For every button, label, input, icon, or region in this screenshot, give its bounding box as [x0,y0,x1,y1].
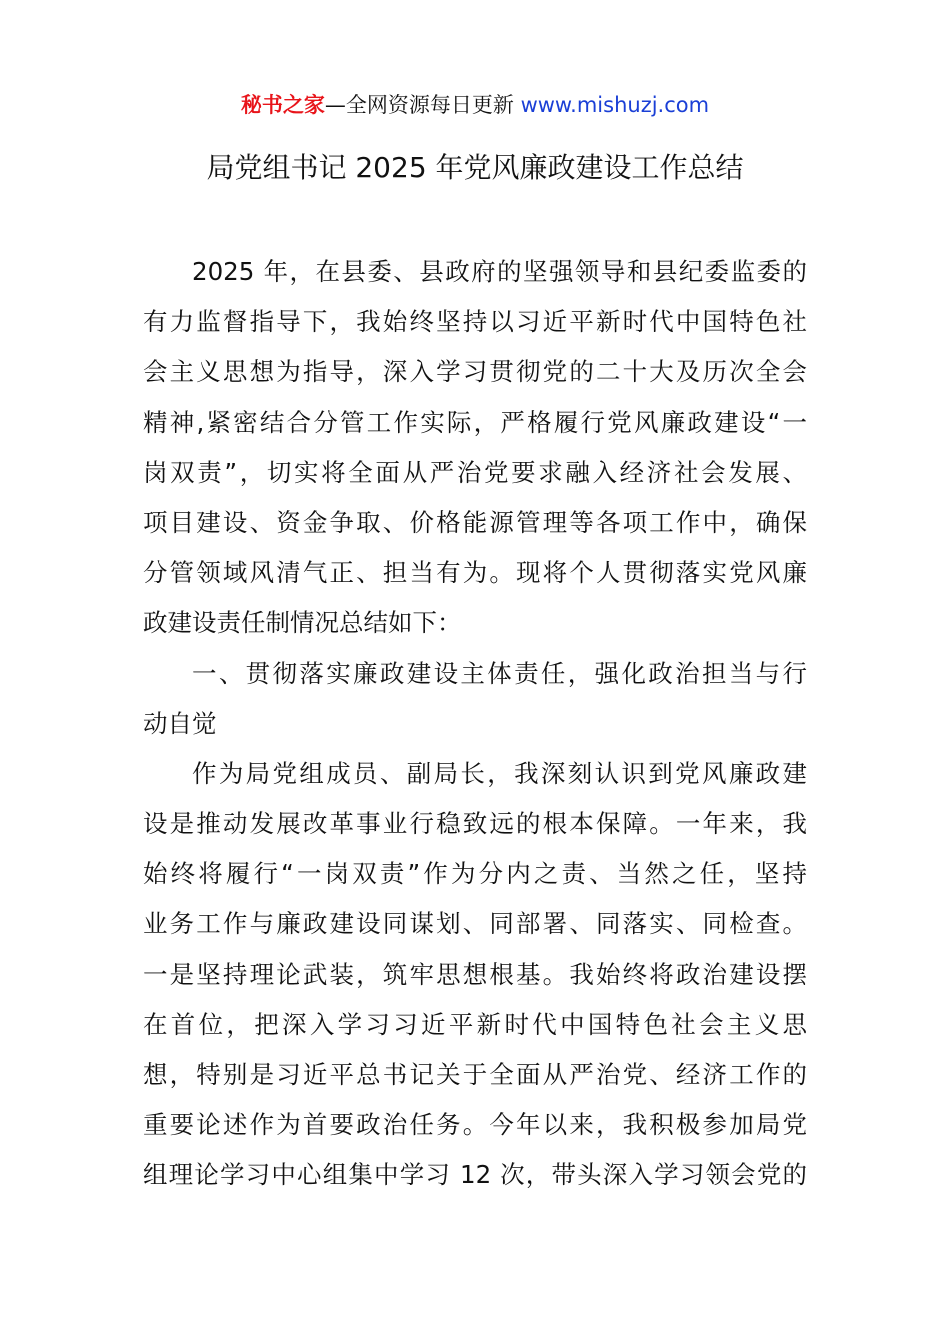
paragraph-line: 一是坚持理论武装，筑牢思想根基。我始终将政治建设摆 [143,959,807,989]
paragraph-line: 2025 年，在县委、县政府的坚强领导和县纪委监委的 [192,257,807,286]
paragraph-line: 有力监督指导下，我始终坚持以习近平新时代中国特色社 [143,307,807,337]
paragraph-line: 作为局党组成员、副局长，我深刻认识到党风廉政建 [192,758,807,788]
paragraph-line: 项目建设、资金争取、价格能源管理等各项工作中，确保 [143,507,807,537]
paragraph-line: 精神,紧密结合分管工作实际，严格履行党风廉政建设“一 [143,407,807,437]
paragraph-line: 会主义思想为指导，深入学习贯彻党的二十大及历次全会 [143,357,807,387]
paragraph-line: 重要论述作为首要政治任务。今年以来，我积极参加局党 [143,1110,807,1140]
site-tagline: —全网资源每日更新 [324,93,521,117]
paragraph-line: 设是推动发展改革事业行稳致远的根本保障。一年来，我 [143,809,807,839]
paragraph-line: 业务工作与廉政建设同谋划、同部署、同落实、同检查。 [143,909,807,939]
document-body [143,247,807,1201]
section-heading-line: 一、贯彻落实廉政建设主体责任，强化政治担当与行 [192,658,807,688]
site-header [0,88,950,122]
paragraph-line: 始终将履行“一岗双责”作为分内之责、当然之任，坚持 [143,859,807,889]
site-brand: 秘书之家 [240,93,325,117]
document-title: 局党组书记 2025 年党风廉政建设工作总结 [206,151,744,184]
section-heading-line: 动自觉 [143,708,217,738]
paragraph-line: 在首位，把深入学习习近平新时代中国特色社会主义思 [143,1009,807,1039]
site-url-link[interactable]: www.mishuzj.com [520,93,710,117]
paragraph-line: 想，特别是习近平总书记关于全面从严治党、经济工作的 [143,1060,807,1089]
paragraph-line: 分管领域风清气正、担当有为。现将个人贯彻落实党风廉 [143,558,807,588]
paragraph-line: 岗双责”，切实将全面从严治党要求融入经济社会发展、 [143,457,807,487]
paragraph-line: 政建设责任制情况总结如下： [143,608,462,638]
paragraph-line: 组理论学习中心组集中学习 12 次，带头深入学习领会党的 [143,1160,807,1190]
